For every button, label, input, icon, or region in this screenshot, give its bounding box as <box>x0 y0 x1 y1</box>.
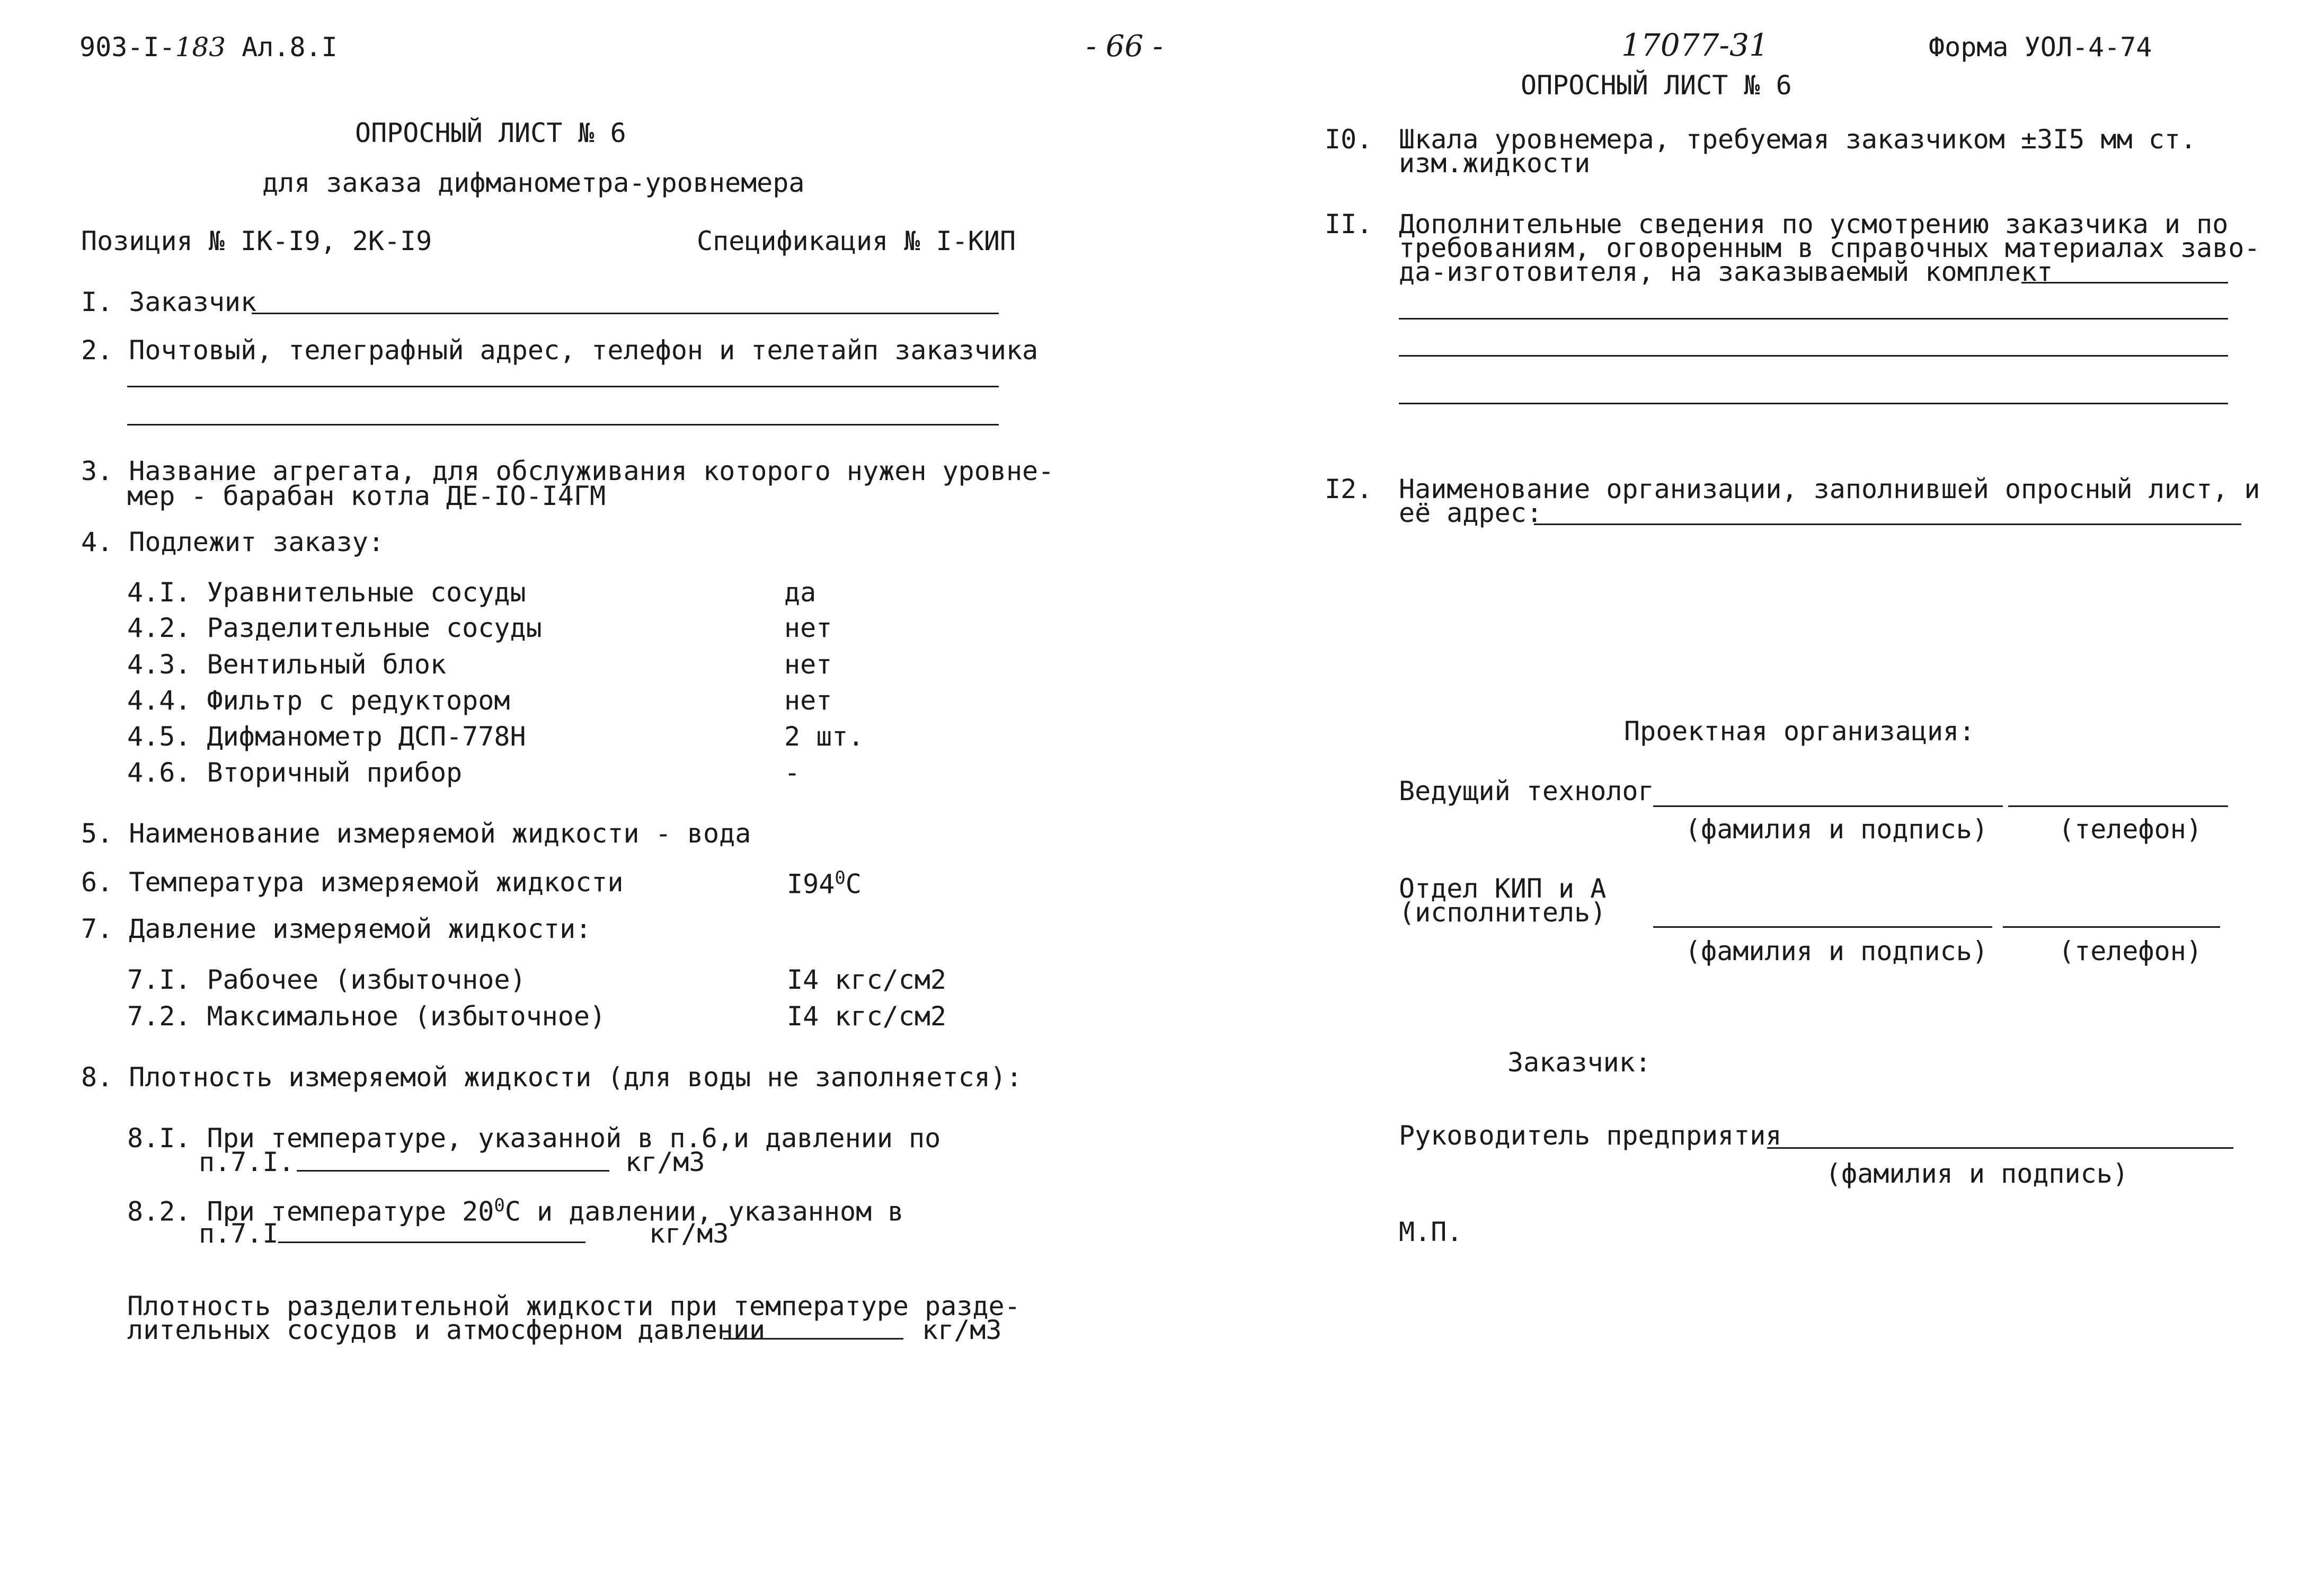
temperature-value <box>787 869 862 898</box>
dept-signature-line <box>1653 926 1992 928</box>
customer-heading: Заказчик: <box>1507 1047 1651 1078</box>
document-code <box>79 32 338 63</box>
order-item-label: 4.I. Уравнительные сосуды <box>127 577 526 608</box>
specification-field: Спецификация № I-КИП <box>697 226 1016 256</box>
item-8-density-heading: 8. Плотность измеряемой жидкости (для воды не заполняется): <box>81 1062 1023 1093</box>
address-fill-line-1 <box>127 386 999 387</box>
item-6-temperature: 6. Температура измеряемой жидкости <box>81 867 624 898</box>
degree-mark: 0 <box>494 1195 505 1216</box>
order-item-label: 4.4. Фильтр с редуктором <box>127 685 510 716</box>
signature-caption: (фамилия и подпись) <box>1685 814 1988 845</box>
page-subtitle: для заказа дифманометра-уровнемера <box>262 167 805 198</box>
position-field: Позиция № IК-I9, 2К-I9 <box>81 226 432 256</box>
item-8-2-line-2: п.7.I <box>199 1218 279 1249</box>
enterprise-head-label: Руководитель предприятия <box>1399 1120 1782 1151</box>
right-page-title: ОПРОСНЫЙ ЛИСТ № 6 <box>1521 70 1792 101</box>
address-fill-line-2 <box>127 424 999 425</box>
item-11-line-3: да-изготовителя, на заказываемый комплект <box>1399 256 2053 287</box>
document-code-handwritten: 183 <box>175 32 226 63</box>
item-8-2-text-a: 8.2. При температуре 20 <box>127 1196 494 1227</box>
item-5-liquid-name: 5. Наименование измеряемой жидкости - вода <box>81 818 751 849</box>
dept-phone-line <box>2003 926 2220 928</box>
page-title: ОПРОСНЫЙ ЛИСТ № 6 <box>355 118 626 148</box>
item-3-unit-name-line-2: мер - барабан котла ДЕ-IO-I4ГМ <box>127 481 606 511</box>
item-11-line-2: требованиям, оговоренным в справочных материалах заво- <box>1399 233 2260 263</box>
signature-caption: (фамилия и подпись) <box>1685 936 1988 967</box>
pressure-label: 7.I. Рабочее (избыточное) <box>127 964 526 995</box>
item-10-scale-line-1: Шкала уровнемера, требуемая заказчиком ±3I5 мм ст. <box>1399 124 2197 155</box>
item-3-unit-name-line-1: 3. Название агрегата, для обслуживания которого нужен уровне- <box>81 456 1054 486</box>
item-11-fill-line-3 <box>1399 355 2228 357</box>
lead-technologist-label: Ведущий технолог <box>1399 776 1654 806</box>
order-item-label: 4.5. Дифманометр ДСП-778Н <box>127 721 526 752</box>
density-8-1-unit: кг/м3 <box>625 1147 705 1177</box>
separating-density-unit: кг/м3 <box>922 1315 1002 1345</box>
item-4-order-heading: 4. Подлежит заказу: <box>81 527 384 557</box>
density-8-2-unit: кг/м3 <box>649 1218 729 1249</box>
item-1-customer: I. Заказчик <box>81 287 257 317</box>
document-number: 17077-31 <box>1621 27 1769 63</box>
pressure-value: I4 кгс/см2 <box>787 1001 947 1032</box>
order-item-value: нет <box>784 685 832 716</box>
document-code-prefix: 903-I- <box>79 32 175 63</box>
instrumentation-dept-label: Отдел КИП и А <box>1399 873 1607 904</box>
organization-address-fill-line <box>1534 524 2241 525</box>
project-organization-heading: Проектная организация: <box>1624 716 1975 747</box>
item-12-number: I2. <box>1325 474 1373 504</box>
item-11-line-1: Дополнительные сведения по усмотрению заказчика и по <box>1399 209 2229 240</box>
pressure-value: I4 кгс/см2 <box>787 964 947 995</box>
order-item-value: да <box>784 577 817 608</box>
item-10-scale-line-2: изм.жидкости <box>1399 148 1591 179</box>
order-item-label: 4.6. Вторичный прибор <box>127 757 463 788</box>
density-8-2-fill-line <box>278 1242 585 1243</box>
seal-place: М.П. <box>1399 1217 1463 1247</box>
order-item-value: 2 шт. <box>784 721 864 752</box>
order-item-value: - <box>784 757 801 788</box>
item-12-line-1: Наименование организации, заполнившей опросный лист, и <box>1399 474 2260 504</box>
customer-fill-line <box>252 313 999 314</box>
separating-density-line-2: лительных сосудов и атмосферном давлении <box>127 1315 766 1345</box>
page-number: - 66 - <box>1086 29 1163 64</box>
density-8-1-fill-line <box>297 1170 609 1172</box>
item-12-line-2: её адрес: <box>1399 498 1542 528</box>
item-8-2-text-b: С и давлении, указанном в <box>504 1196 904 1227</box>
order-item-value: нет <box>784 613 832 643</box>
item-7-pressure-heading: 7. Давление измеряемой жидкости: <box>81 914 592 944</box>
item-11-fill-line-4 <box>1399 403 2228 404</box>
phone-caption: (телефон) <box>2058 936 2202 967</box>
temperature-unit: С <box>845 868 862 900</box>
item-10-number: I0. <box>1325 124 1373 155</box>
order-item-label: 4.3. Вентильный блок <box>127 649 447 680</box>
temperature-number: I94 <box>787 868 835 900</box>
document-code-suffix: Ал.8.I <box>226 32 338 63</box>
item-11-fill-line-2 <box>1399 318 2228 320</box>
degree-mark: 0 <box>835 867 846 889</box>
pressure-label: 7.2. Максимальное (избыточное) <box>127 1001 606 1032</box>
item-8-1-line-1: 8.I. При температуре, указанной в п.6,и давлении по <box>127 1123 941 1154</box>
executor-label: (исполнитель) <box>1399 897 1607 928</box>
technologist-signature-line <box>1653 805 2003 807</box>
order-item-label: 4.2. Разделительные сосуды <box>127 613 542 643</box>
technologist-phone-line <box>2008 805 2228 807</box>
item-2-address: 2. Почтовый, телеграфный адрес, телефон и телетайп заказчика <box>81 335 1039 366</box>
separating-density-line-1: Плотность разделительной жидкости при температуре разде- <box>127 1291 1021 1322</box>
item-11-number: II. <box>1325 209 1373 240</box>
separating-density-fill-line <box>723 1338 903 1340</box>
enterprise-head-signature-line <box>1767 1147 2233 1149</box>
order-item-value: нет <box>784 649 832 680</box>
item-8-1-line-2: п.7.I. <box>199 1147 295 1177</box>
form-label: Форма УОЛ-4-74 <box>1929 32 2152 63</box>
signature-caption: (фамилия и подпись) <box>1825 1158 2128 1189</box>
phone-caption: (телефон) <box>2058 814 2202 845</box>
item-11-fill-line-1 <box>2021 282 2228 283</box>
